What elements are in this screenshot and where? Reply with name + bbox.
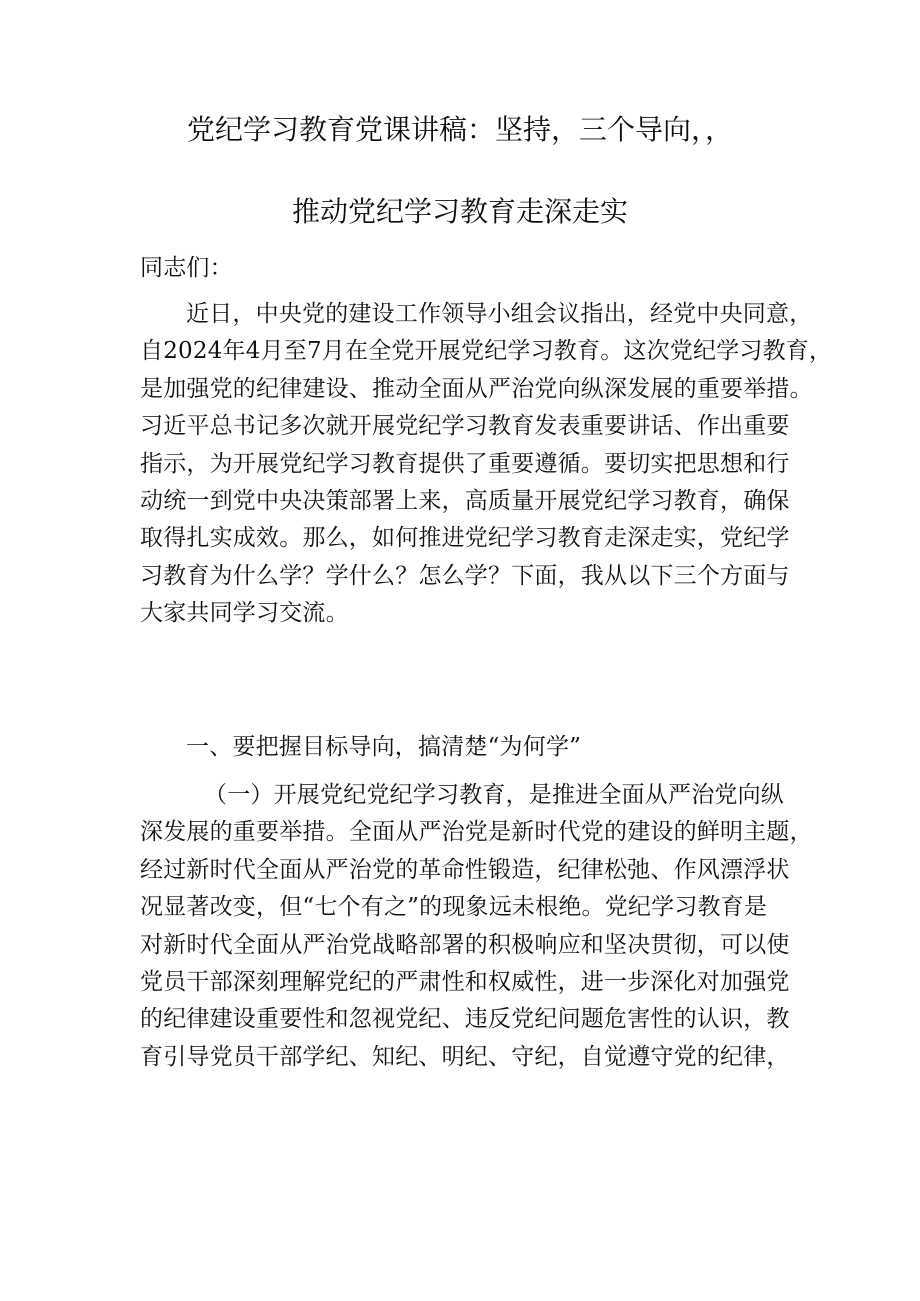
paragraph-line: 的纪律建设重要性和忽视党纪、违反党纪问题危害性的认识，教 (140, 1006, 790, 1033)
paragraph-line: 育引导党员干部学纪、知纪、明纪、守纪，自觉遵守党的纪律， (140, 1043, 790, 1070)
paragraph-line: 指示，为开展党纪学习教育提供了重要遵循。要切实把思想和行 (140, 450, 790, 477)
paragraph-line: 自2024年4月至7月在全党开展党纪学习教育。这次党纪学习教育， (140, 338, 833, 365)
paragraph-line: 是加强党的纪律建设、推动全面从严治党向纵深发展的重要举措。 (140, 375, 813, 402)
paragraph-line: 动统一到党中央决策部署上来，高质量开展党纪学习教育，确保 (140, 487, 790, 514)
paragraph-1 (140, 296, 833, 633)
section-heading-text: 一、要把握目标导向，搞清楚“为何学” (186, 734, 582, 760)
paragraph-2 (140, 777, 813, 1076)
salutation: 同志们： (140, 255, 233, 281)
paragraph-line: （一）开展党纪党纪学习教育，是推进全面从严治党向纵 (204, 782, 784, 808)
paragraph-line: 经过新时代全面从严治党的革命性锻造，纪律松弛、作风漂浮状 (140, 856, 790, 883)
paragraph-line: 习近平总书记多次就开展党纪学习教育发表重要讲话、作出重要 (140, 413, 790, 440)
paragraph-line: 大家共同学习交流。 (140, 600, 349, 627)
document-title-line-1: 党纪学习教育党课讲稿：坚持，三个导向，， (186, 113, 733, 146)
paragraph-line: 对新时代全面从严治党战略部署的积极响应和坚决贯彻，可以使 (140, 931, 790, 958)
document-title-line-2: 推动党纪学习教育走深走实 (291, 195, 628, 228)
paragraph-line: 取得扎实成效。那么，如何推进党纪学习教育走深走实，党纪学 (140, 525, 790, 552)
paragraph-line: 近日，中央党的建设工作领导小组会议指出，经党中央同意， (186, 301, 813, 327)
paragraph-line: 深发展的重要举措。全面从严治党是新时代党的建设的鲜明主题， (140, 819, 813, 846)
paragraph-line: 习教育为什么学？学什么？怎么学？下面，我从以下三个方面与 (140, 562, 790, 589)
paragraph-line: 况显著改变，但“七个有之”的现象远未根绝。党纪学习教育是 (140, 894, 768, 921)
section-heading-1 (140, 729, 790, 766)
paragraph-line: 党员干部深刻理解党纪的严肃性和权威性，进一步深化对加强党 (140, 968, 790, 995)
